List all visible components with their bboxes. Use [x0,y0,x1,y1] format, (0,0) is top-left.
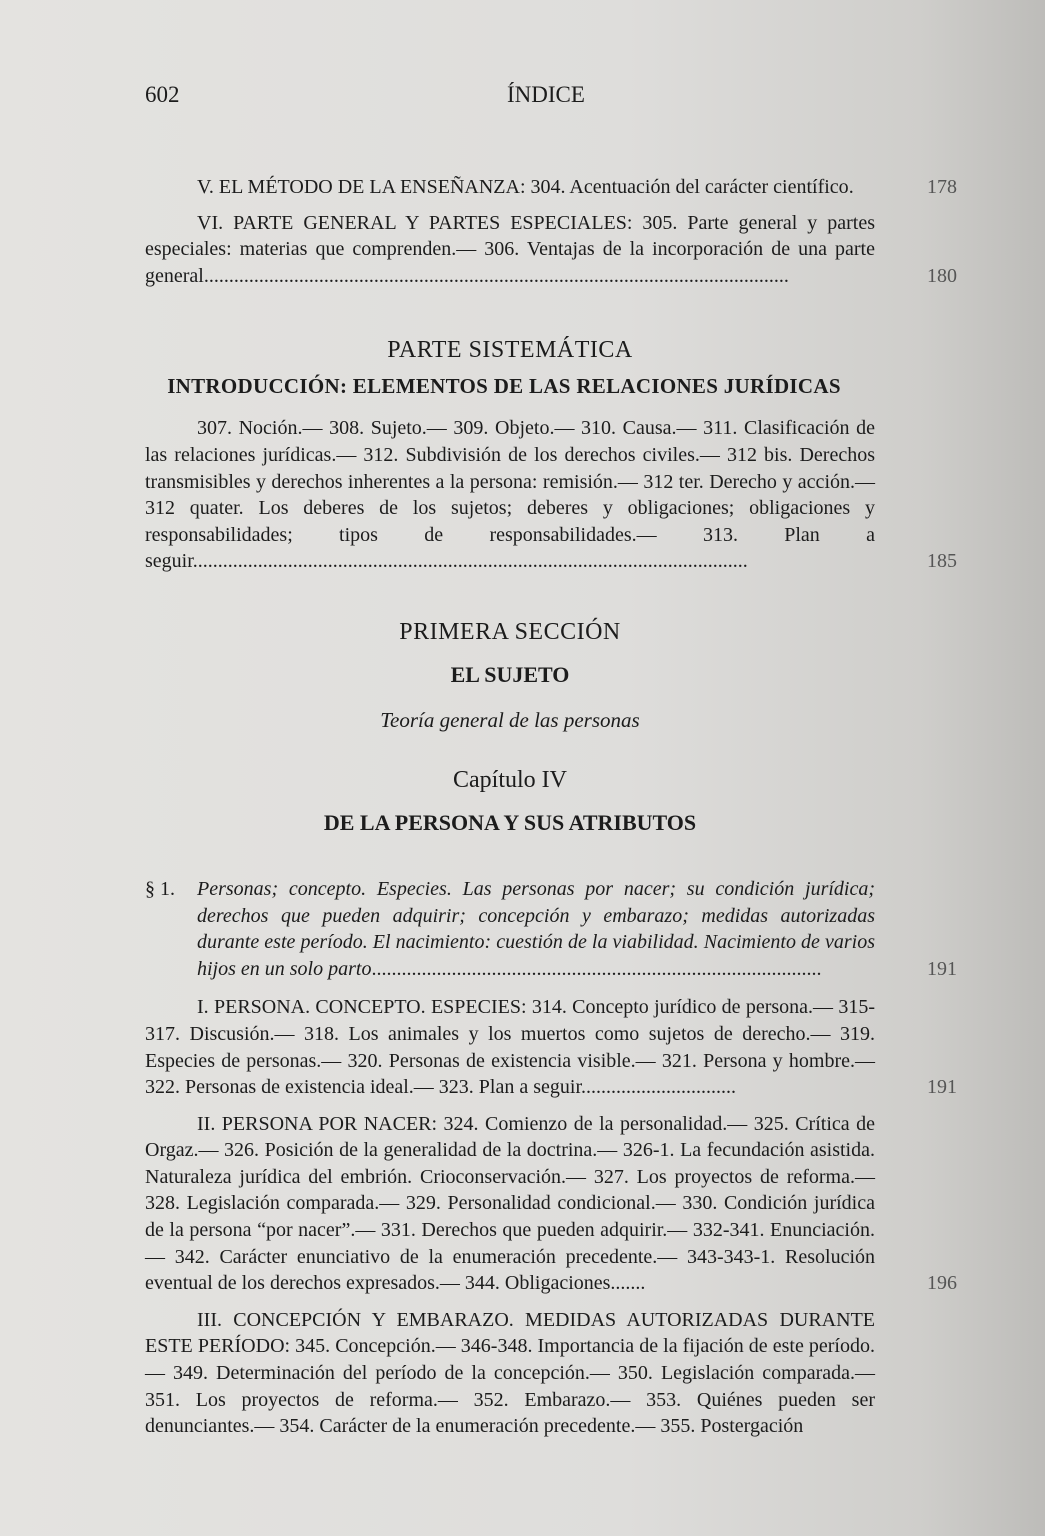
index-entry: I. PERSONA. CONCEPTO. ESPECIES: 314. Concepto jurídico de persona.— 315-317. Discusión.— 318. Los animales y los muertos como sujetos de derecho.— 319. Especies de personas.— 320. Personas de existencia visible.— 321. Persona y hombre.— 322. Personas de existencia ideal.— 323. Plan a seguir............................... 191 [145,994,875,1100]
entry-page: 180 [927,264,957,287]
section-heading: PRIMERA SECCIÓN [399,618,621,645]
index-entry [145,1307,875,1440]
entry-text: I. PERSONA. CONCEPTO. ESPECIES: 314. Concepto jurídico de persona.— 315-317. Discusión.— 318. Los animales y los muertos como sujetos de derecho.— 319. Especies de personas.— 320. Personas de existencia visible.— 321. Persona y hombre.— 322. Personas de existencia ideal.— 323. Plan a seguir [145,996,875,1099]
index-body [145,170,957,1440]
index-entry: 307. Noción.— 308. Sujeto.— 309. Objeto.— 310. Causa.— 311. Clasificación de las relaciones jurídicas.— 312. Subdivisión de los derechos civiles.— 312 bis. Derechos transmisibles y derechos inherentes a la persona: remisión.— 312 ter. Derecho y acción.— 312 quater. Los deberes de los sujetos; deberes y obligaciones; obligaciones y responsabilidades; tipos de responsabilidades.— 313. Plan a seguir............................................................................................................... 185 [145,415,875,575]
entry-page: 191 [927,957,957,980]
section-mark: § 1. [145,877,175,900]
entry-text: V. EL MÉTODO DE LA ENSEÑANZA: 304. Acentuación del carácter científico [197,176,849,198]
entry-page: 178 [927,176,957,198]
part-heading: PARTE SISTEMÁTICA [387,337,633,364]
subject-subtitle: Teoría general de las personas [380,707,640,732]
running-title: ÍNDICE [507,82,585,107]
index-entry: II. PERSONA POR NACER: 324. Comienzo de la personalidad.— 325. Crítica de Orgaz.— 326. Posición de la generalidad de la doctrina.— 326-1. La fecundación asistida. Naturaleza jurídica del embrión. Crioconservación.— 327. Los proyectos de reforma.— 328. Legislación comparada.— 329. Personalidad condicional.— 330. Condición jurídica de la persona “por nacer”.— 331. Derechos que pueden adquirir.— 332-341. Enunciación.— 342. Carácter enunciativo de la enumeración precedente.— 343-343-1. Resolución eventual de los derechos expresados.— 344. Obligaciones....... 196 [145,1111,875,1297]
chapter-title: DE LA PERSONA Y SUS ATRIBUTOS [323,809,697,835]
running-header [145,82,885,112]
subject-heading: EL SUJETO [450,661,570,687]
page-number: 602 [145,82,180,107]
entry-page: 196 [927,1272,957,1295]
introduction-heading: INTRODUCCIÓN: ELEMENTOS DE LAS RELACIONES JURÍDICAS [167,374,841,399]
chapter-number: Capítulo IV [453,766,567,793]
entry-text: III. CONCEPCIÓN Y EMBARAZO. MEDIDAS AUTORIZADAS DURANTE ESTE PERÍODO: 345. Concepción.— 346-348. Importancia de la fijación de este período.— 349. Determinación del período de la concepción.— 350. Legislación comparada.— 351. Los proyectos de reforma.— 352. Embarazo.— 353. Quiénes pueden ser denunciantes.— 354. Carácter de la enumeración precedente.— 355. Postergación [145,1308,875,1438]
entry-page: 185 [927,550,957,573]
index-entry: V. EL MÉTODO DE LA ENSEÑANZA: 304. Acentuación del carácter científico. 178 [145,174,875,201]
entry-text: II. PERSONA POR NACER: 324. Comienzo de la personalidad.— 325. Crítica de Orgaz.— 326. Posición de la generalidad de la doctrina.— 326-1. La fecundación asistida. Naturaleza jurídica del embrión. Crioconservación.— 327. Los proyectos de reforma.— 328. Legislación comparada.— 329. Personalidad condicional.— 330. Condición jurídica de la persona “por nacer”.— 331. Derechos que pueden adquirir.— 332-341. Enunciación.— 342. Carácter enunciativo de la enumeración precedente.— 343-343-1. Resolución eventual de los derechos expresados.— 344. Obligaciones [145,1112,875,1295]
entry-text: 307. Noción.— 308. Sujeto.— 309. Objeto.— 310. Causa.— 311. Clasificación de las relaciones jurídicas.— 312. Subdivisión de los derechos civiles.— 312 bis. Derechos transmisibles y derechos inherentes a la persona: remisión.— 312 ter. Derecho y acción.— 312 quater. Los deberes de los sujetos; deberes y obligaciones; obligaciones y responsabilidades; tipos de responsabilidades.— 313. Plan a seguir [145,417,875,573]
section-text: Personas; concepto. Especies. Las personas por nacer; su condición jurídica; derechos que pueden adquirir; concepción y embarazo; medidas autorizadas durante este período. El nacimiento: cuestión de la viabilidad. Nacimiento de varios hijos en un solo parto [197,877,875,980]
entry-text: VI. PARTE GENERAL Y PARTES ESPECIALES: 305. Parte general y partes especiales: materias que comprenden.— 306. Ventajas de la incorporación de una parte general [145,211,875,287]
section-summary: § 1. Personas; concepto. Especies. Las personas por nacer; su condición jurídica; derechos que pueden adquirir; concepción y embarazo; medidas autorizadas durante este período. El nacimiento: cuestión de la viabilidad. Nacimiento de varios hijos en un solo parto.......................................................................................... 191 [145,876,875,982]
entry-page: 191 [927,1076,957,1099]
index-entry: VI. PARTE GENERAL Y PARTES ESPECIALES: 305. Parte general y partes especiales: materias que comprenden.— 306. Ventajas de la incorporación de una parte general..................................................................................................................... 180 [145,210,875,290]
